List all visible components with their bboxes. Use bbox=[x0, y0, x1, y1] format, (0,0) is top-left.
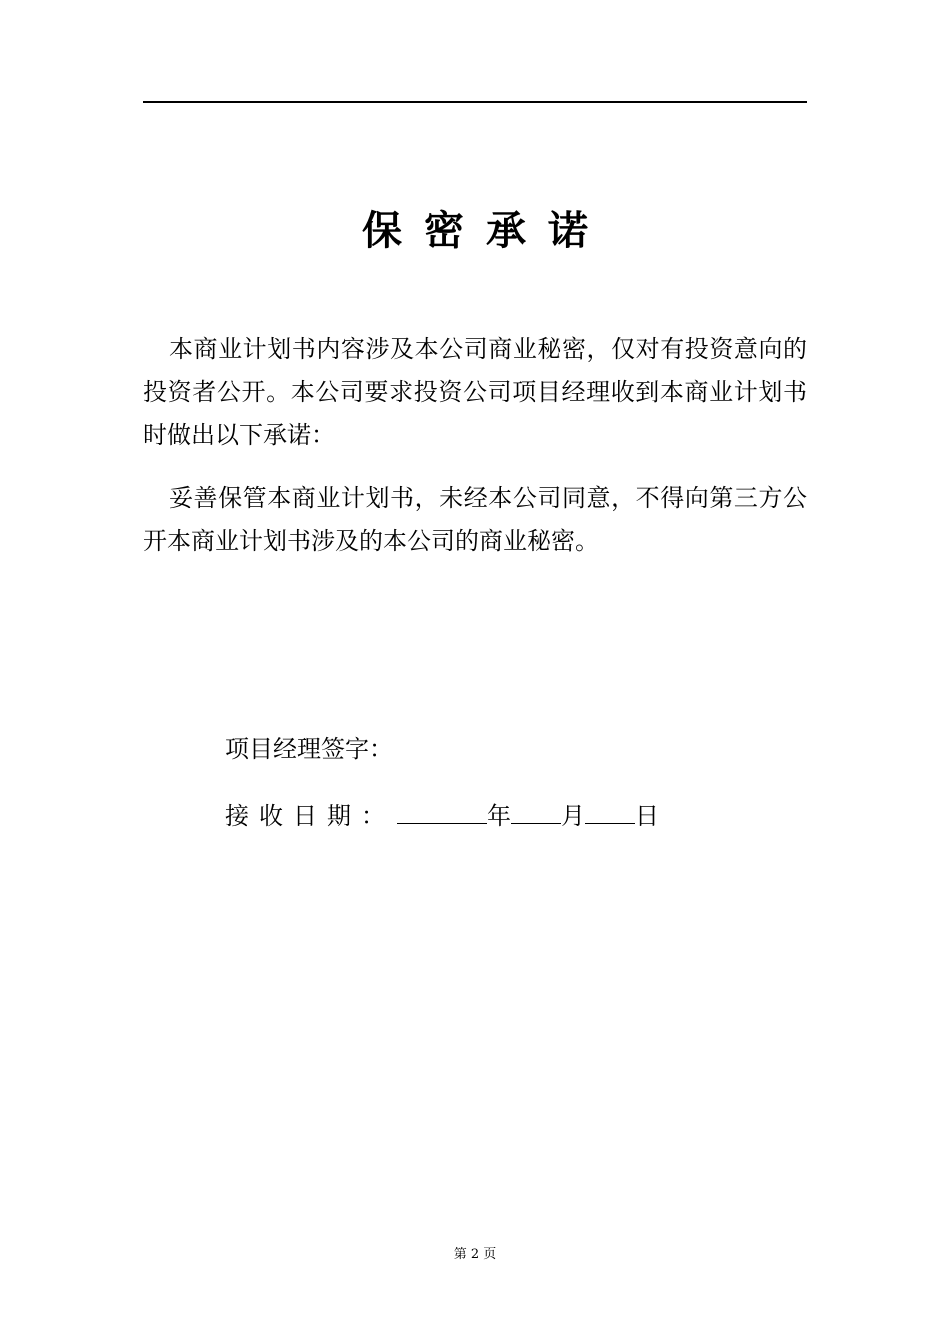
page-title: 保密承诺 bbox=[362, 208, 610, 254]
date-line bbox=[225, 797, 659, 833]
commitment-paragraph-intro: 本商业计划书内容涉及本公司商业秘密，仅对有投资意向的投资者公开。本公司要求投资公司项目经理收到本商业计划书时做出以下承诺： bbox=[143, 335, 807, 449]
date-label: 接收日期： bbox=[225, 802, 395, 830]
signature-label: 项目经理签字： bbox=[225, 735, 393, 763]
header-rule bbox=[143, 101, 807, 103]
year-unit: 年 bbox=[487, 802, 511, 830]
day-unit: 日 bbox=[635, 802, 659, 830]
year-blank[interactable] bbox=[397, 797, 487, 824]
month-blank[interactable] bbox=[511, 797, 561, 824]
commitment-paragraph-terms: 妥善保管本商业计划书，未经本公司同意，不得向第三方公开本商业计划书涉及的本公司的商业秘密。 bbox=[143, 484, 807, 555]
day-blank[interactable] bbox=[585, 797, 635, 824]
month-unit: 月 bbox=[561, 802, 585, 830]
signature-line bbox=[225, 732, 393, 766]
page-number: 第 2 页 bbox=[453, 1247, 497, 1262]
